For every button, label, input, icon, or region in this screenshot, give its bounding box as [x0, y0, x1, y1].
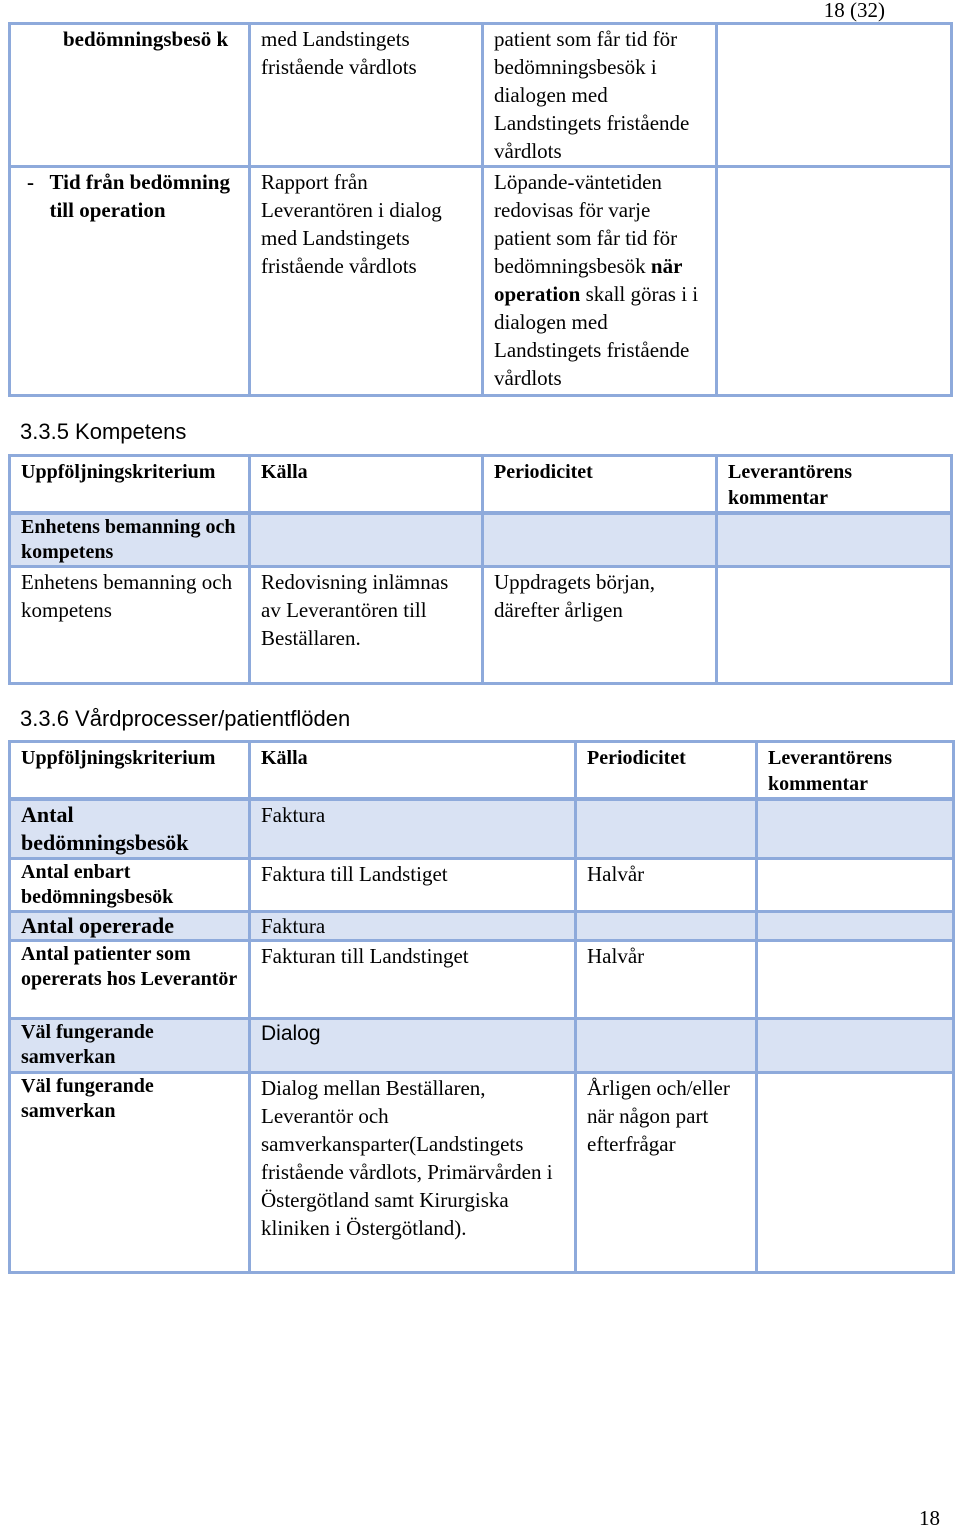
page-number-header: 18 (32)	[823, 0, 885, 22]
criterion-cell: Enhetens bemanning och kompetens	[10, 567, 250, 684]
comment-cell	[717, 567, 952, 684]
periodicity-cell	[483, 167, 717, 396]
table-row	[10, 567, 952, 684]
criterion-text: Tid från bedömning till operation	[49, 170, 230, 222]
comment-cell	[717, 24, 952, 167]
periodicity-cell: Årligen och/eller när någon part efterfrågar	[576, 1073, 757, 1273]
header-periodicity: Periodicitet	[576, 742, 757, 800]
periodicity-cell: Uppdragets början, därefter årligen	[483, 567, 717, 684]
table-header-row	[10, 456, 952, 514]
periodicity-cell: Halvår	[576, 941, 757, 1019]
table-row	[10, 941, 954, 1019]
criterion-cell: Antal enbart bedömningsbesök	[10, 859, 250, 912]
periodicity-bold-text: när operation	[494, 254, 683, 306]
periodicity-text-cont: skall göras i i dialogen med Landstingets fristående vårdlots	[494, 282, 699, 390]
header-source: Källa	[250, 742, 576, 800]
header-comment: Leverantörens kommentar	[717, 456, 952, 514]
section-heading-vardprocesser: 3.3.6 Vårdprocesser/patientflöden	[20, 706, 351, 731]
table-wait-times	[8, 22, 953, 397]
criterion-cell: Väl fungerande samverkan	[10, 1019, 250, 1073]
source-cell: Faktura	[250, 912, 576, 941]
group-label: Enhetens bemanning och kompetens	[10, 513, 250, 567]
table-header-row	[10, 742, 954, 800]
periodicity-cell	[576, 1019, 757, 1073]
periodicity-cell	[576, 799, 757, 859]
table-row	[10, 24, 952, 167]
criterion-cell: Väl fungerande samverkan	[10, 1073, 250, 1273]
comment-cell	[717, 167, 952, 396]
table-kompetens	[8, 454, 953, 685]
header-comment: Leverantörens kommentar	[757, 742, 954, 800]
periodicity-text: Löpande-väntetiden redovisas för varje patient som får tid för bedömningsbesök	[494, 170, 678, 278]
header-criterion: Uppföljningskriterium	[10, 742, 250, 800]
section-heading-kompetens: 3.3.5 Kompetens	[20, 419, 187, 444]
table-row	[10, 1019, 954, 1073]
table-row	[10, 859, 954, 912]
source-cell: Redovisning inlämnas av Leverantören till Beställaren.	[250, 567, 483, 684]
criterion-cell	[10, 167, 250, 396]
header-periodicity: Periodicitet	[483, 456, 717, 514]
list-dash: -	[27, 170, 34, 194]
periodicity-cell	[576, 912, 757, 941]
criterion-cell: Antal opererade	[10, 912, 250, 941]
source-cell: Dialog	[250, 1019, 576, 1073]
source-cell: Rapport från Leverantören i dialog med Landstingets fristående vårdlots	[250, 167, 483, 396]
criterion-cell: bedömningsbesö k	[10, 24, 250, 167]
table-row	[10, 1073, 954, 1273]
table-row	[10, 912, 954, 941]
group-row	[10, 513, 952, 567]
periodicity-cell: patient som får tid för bedömningsbesök i dialogen med Landstingets fristående vårdlots	[483, 24, 717, 167]
header-source: Källa	[250, 456, 483, 514]
table-row	[10, 799, 954, 859]
table-row	[10, 167, 952, 396]
periodicity-cell: Halvår	[576, 859, 757, 912]
header-criterion: Uppföljningskriterium	[10, 456, 250, 514]
table-vardprocesser	[8, 740, 955, 1274]
page-number-footer: 18	[919, 1506, 940, 1530]
source-cell: Faktura till Landstiget	[250, 859, 576, 912]
source-cell: Faktura	[250, 799, 576, 859]
source-cell: Dialog mellan Beställaren, Leverantör och samverkansparter(Landstingets fristående vårdlots, Primärvården i Östergötland samt Kirurgiska kliniken i Östergötland).	[250, 1073, 576, 1273]
criterion-cell: Antal bedömningsbesök	[10, 799, 250, 859]
source-cell: med Landstingets fristående vårdlots	[250, 24, 483, 167]
source-cell: Fakturan till Landstinget	[250, 941, 576, 1019]
criterion-cell: Antal patienter som opererats hos Leverantör	[10, 941, 250, 1019]
